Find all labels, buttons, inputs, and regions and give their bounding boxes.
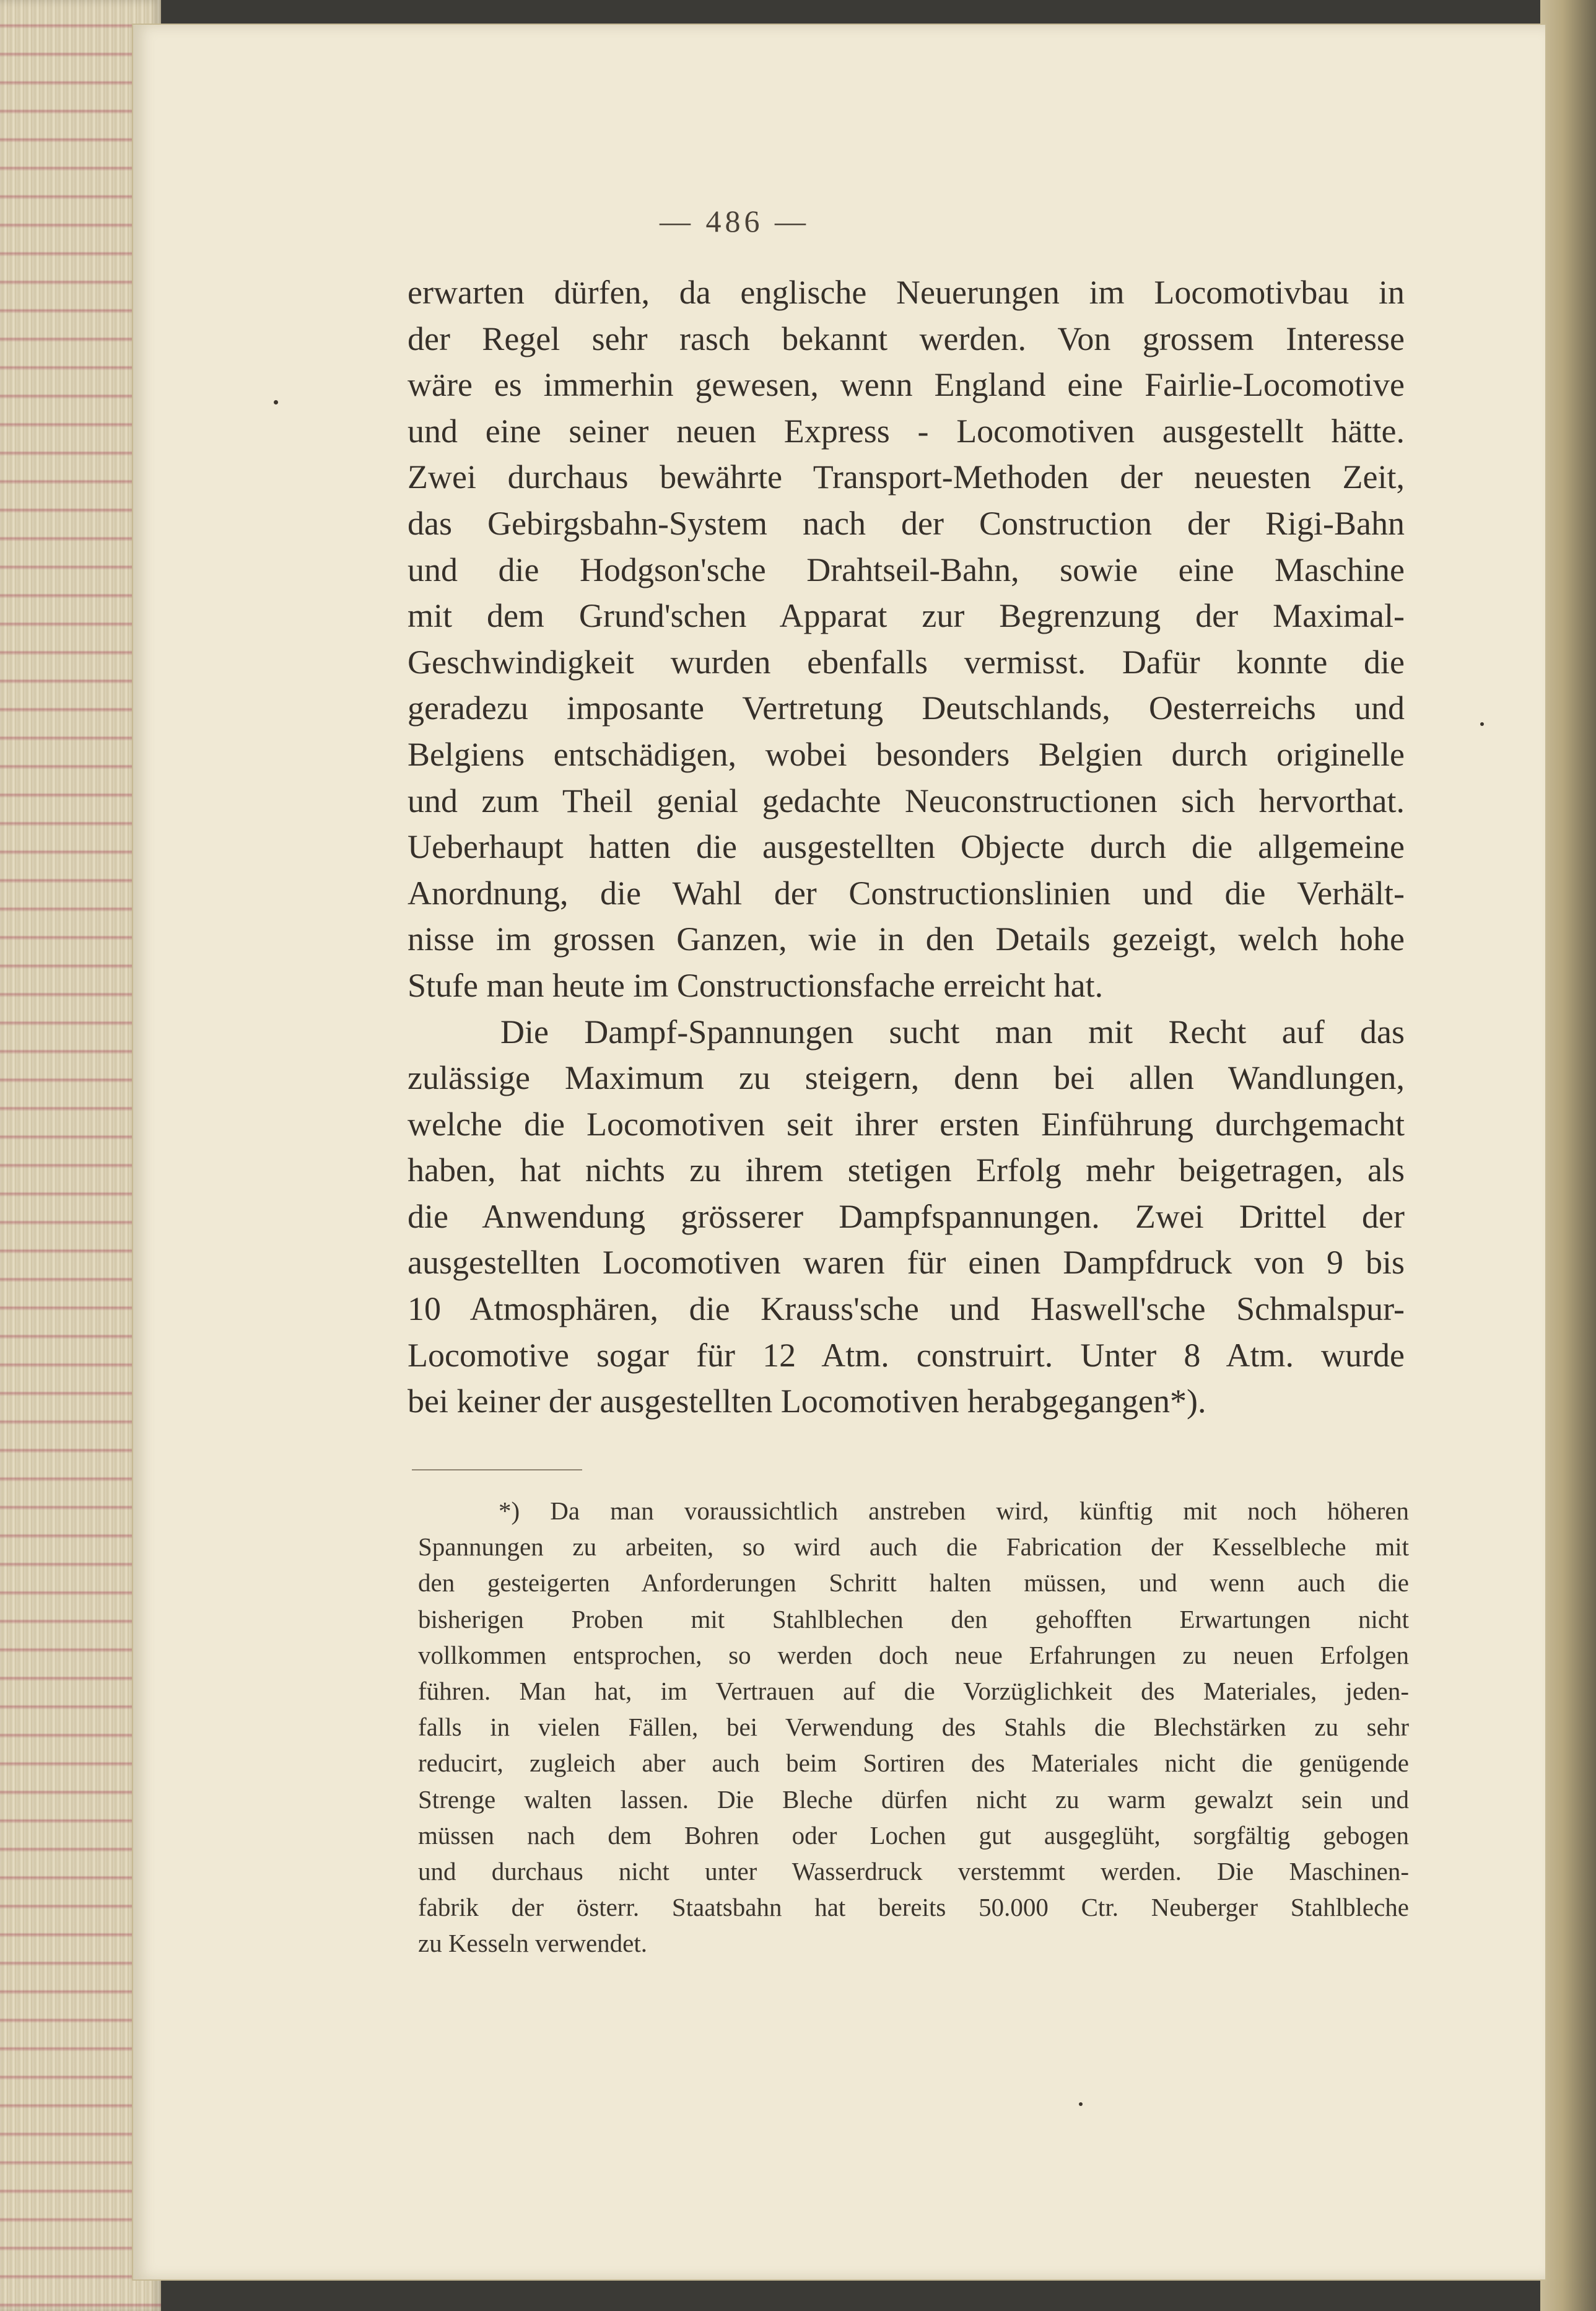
- footnote-line: *) Da man voraussichtlich anstreben wird, künftig mit noch höheren: [499, 1496, 1409, 1525]
- text-line: Geschwindigkeit wurden ebenfalls vermisst. Dafür konnte die: [408, 643, 1405, 681]
- text-line: das Gebirgsbahn-System nach der Construction der Rigi-Bahn: [408, 504, 1405, 542]
- text-line: und zum Theil genial gedachte Neuconstructionen sich hervorthat.: [408, 782, 1405, 819]
- text-line: und eine seiner neuen Express - Locomotiven ausgestellt hätte.: [408, 412, 1405, 450]
- text-line: nisse im grossen Ganzen, wie in den Details gezeigt, welch hohe: [408, 920, 1405, 958]
- footnote-line: zu Kesseln verwendet.: [418, 1929, 648, 1958]
- footnote-line: vollkommen entsprochen, so werden doch neue Erfahrungen zu neuen Erfolgen: [418, 1640, 1409, 1669]
- main-text: [408, 269, 1405, 1425]
- text-line: zulässige Maximum zu steigern, denn bei allen Wandlungen,: [408, 1059, 1405, 1097]
- text-line: Ueberhaupt hatten die ausgestellten Objecte durch die allgemeine: [408, 828, 1405, 866]
- stray-mark: [274, 400, 278, 404]
- text-line: ausgestellten Locomotiven waren für einen Dampfdruck von 9 bis: [408, 1244, 1405, 1282]
- footnote-separator: [412, 1469, 582, 1470]
- text-line: erwarten dürfen, da englische Neuerungen im Locomotivbau in: [408, 274, 1405, 311]
- text-line: die Anwendung grösserer Dampfspannungen. Zwei Drittel der: [408, 1197, 1405, 1235]
- text-line: der Regel sehr rasch bekannt werden. Von grossem Interesse: [408, 320, 1405, 357]
- footnote-line: führen. Man hat, im Vertrauen auf die Vorzüglichkeit des Materiales, jeden-: [418, 1676, 1409, 1705]
- stray-mark: [1480, 722, 1484, 726]
- text-line: haben, hat nichts zu ihrem stetigen Erfolg mehr beigetragen, als: [408, 1151, 1405, 1189]
- text-line: Zwei durchaus bewährte Transport-Methoden der neuesten Zeit,: [408, 458, 1405, 496]
- text-line: welche die Locomotiven seit ihrer ersten Einführung durchgemacht: [408, 1105, 1405, 1143]
- page-number-header: — 486 —: [660, 204, 809, 238]
- book-cover-edge: [1540, 0, 1596, 2311]
- footnote-line: und durchaus nicht unter Wasserdruck verstemmt werden. Die Maschinen-: [418, 1856, 1409, 1885]
- footnote-line: Strenge walten lassen. Die Bleche dürfen nicht zu warm gewalzt sein und: [418, 1785, 1409, 1814]
- paragraph: [408, 269, 1405, 1009]
- text-line: bei keiner der ausgestellten Locomotiven herabgegangen*).: [408, 1383, 1206, 1420]
- footnote-line: fabrik der österr. Staatsbahn hat bereits 50.000 Ctr. Neuberger Stahlbleche: [418, 1893, 1409, 1922]
- text-line: Locomotive sogar für 12 Atm. construirt. Unter 8 Atm. wurde: [408, 1336, 1405, 1374]
- footnote: [418, 1493, 1409, 1961]
- text-line: Belgiens entschädigen, wobei besonders Belgien durch originelle: [408, 735, 1405, 773]
- footnote-line: bisherigen Proben mit Stahlblechen den gehofften Erwartungen nicht: [418, 1604, 1409, 1633]
- text-line: Die Dampf-Spannungen sucht man mit Recht auf das: [500, 1013, 1405, 1051]
- footnote-line: Spannungen zu arbeiten, so wird auch die Fabrication der Kesselbleche mit: [418, 1532, 1409, 1562]
- text-line: 10 Atmosphären, die Krauss'sche und Haswell'sche Schmalspur-: [408, 1290, 1405, 1328]
- text-line: Anordnung, die Wahl der Constructionslinien und die Verhält-: [408, 874, 1405, 912]
- text-line: wäre es immerhin gewesen, wenn England eine Fairlie-Locomotive: [408, 366, 1405, 404]
- text-line: und die Hodgson'sche Drahtseil-Bahn, sowie eine Maschine: [408, 551, 1405, 588]
- text-line: Stufe man heute im Constructionsfache erreicht hat.: [408, 966, 1104, 1004]
- footnote-line: müssen nach dem Bohren oder Lochen gut ausgeglüht, sorgfältig gebogen: [418, 1820, 1409, 1850]
- paragraph: [408, 1009, 1405, 1425]
- text-line: geradezu imposante Vertretung Deutschlands, Oesterreichs und: [408, 689, 1405, 727]
- footnote-line: reducirt, zugleich aber auch beim Sortiren des Materiales nicht die genügende: [418, 1749, 1409, 1778]
- text-line: mit dem Grund'schen Apparat zur Begrenzung der Maximal-: [408, 597, 1405, 635]
- footnote-line: falls in vielen Fällen, bei Verwendung des Stahls die Blechstärken zu sehr: [418, 1713, 1409, 1742]
- footnote-line: den gesteigerten Anforderungen Schritt halten müssen, und wenn auch die: [418, 1568, 1409, 1597]
- stray-mark: [1079, 2102, 1083, 2106]
